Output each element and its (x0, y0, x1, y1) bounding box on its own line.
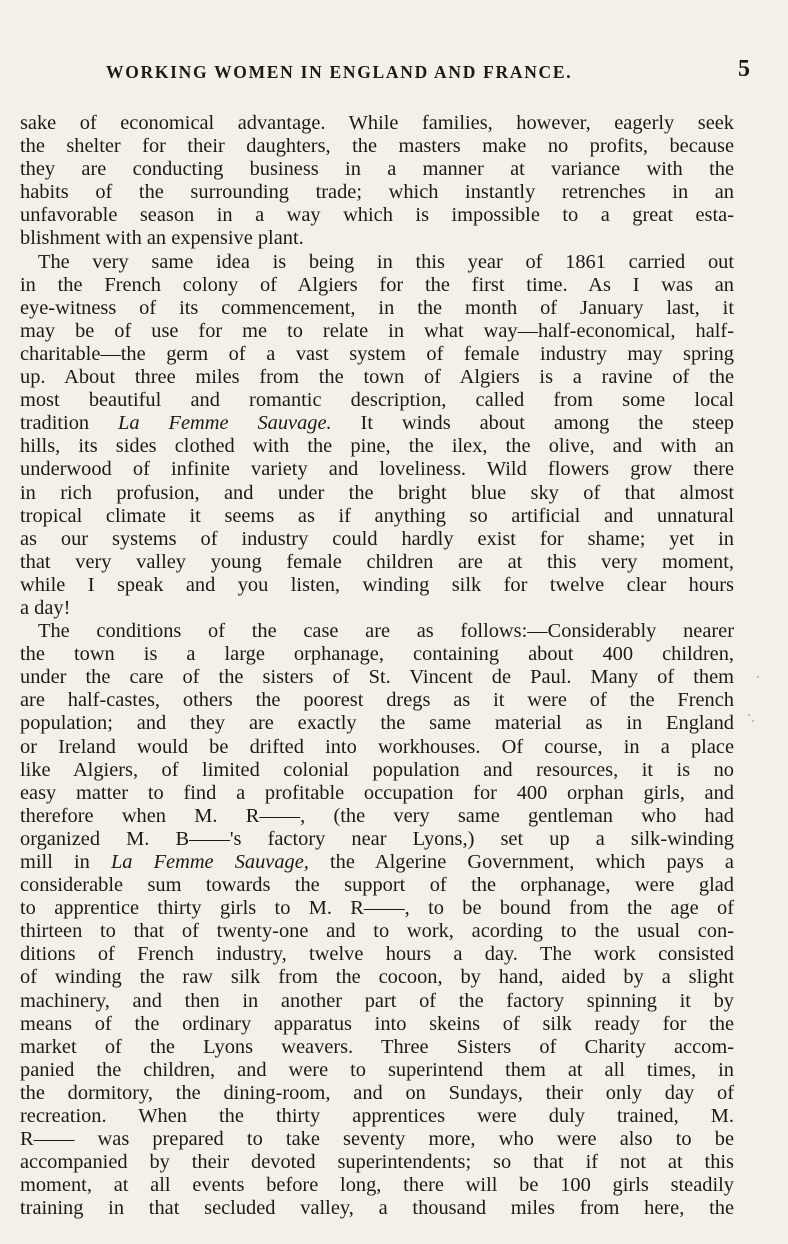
text-line: charitable—the germ of a vast system of female industry may spring (20, 342, 734, 365)
text-line: are half-castes, others the poorest dregs as it were of the French (20, 689, 734, 712)
paper-speck (752, 720, 754, 722)
text-line: the dormitory, the dining-room, and on Sundays, their only day of (20, 1081, 734, 1104)
italic-place-name: La Femme Sauvage. (118, 412, 332, 435)
text-line: in the French colony of Algiers for the first time. As I was an (20, 273, 734, 296)
text-line: like Algiers, of limited colonial population and resources, it is no (20, 758, 734, 781)
text-line: of winding the raw silk from the cocoon, by hand, aided by a slight (20, 966, 734, 989)
text-line: up. About three miles from the town of Algiers is a ravine of the (20, 366, 734, 389)
paper-speck (748, 714, 750, 716)
page-header (20, 56, 750, 92)
text-line: recreation. When the thirty apprentices were duly trained, M. (20, 1105, 734, 1128)
text-line: panied the children, and were to superintend them at all times, in (20, 1058, 734, 1081)
text-segment: mill in (20, 851, 111, 873)
paragraph-start-line: The conditions of the case are as follows:—Considerably nearer (38, 620, 734, 643)
text-line: hills, its sides clothed with the pine, the ilex, the olive, and with an (20, 435, 734, 458)
text-line: machinery, and then in another part of the factory spinning it by (20, 989, 734, 1012)
italic-place-name: La Femme Sauvage, (110, 851, 309, 873)
text-segment: the Algerine Government, which pays a (308, 851, 734, 873)
text-line: therefore when M. R——, (the very same gentleman who had (20, 804, 734, 827)
text-line: may be of use for me to relate in what way—half-economical, half- (20, 319, 734, 342)
text-line: or Ireland would be drifted into workhouses. Of course, in a place (20, 735, 734, 758)
text-line: sake of economical advantage. While families, however, eagerly seek (20, 112, 734, 134)
text-line: training in that secluded valley, a thousand miles from here, the (20, 1197, 734, 1220)
text-line: market of the Lyons weavers. Three Sisters of Charity accom- (20, 1035, 734, 1058)
paragraph-start-line: The very same idea is being in this year of 1861 carried out (38, 250, 734, 273)
text-line: easy matter to find a profitable occupation for 400 orphan girls, and (20, 781, 734, 804)
text-line: thirteen to that of twenty-one and to work, acording to the usual con- (20, 920, 734, 943)
text-line (20, 851, 734, 874)
text-line: underwood of infinite variety and loveliness. Wild flowers grow there (20, 458, 734, 481)
text-line: while I speak and you listen, winding silk for twelve clear hours (20, 573, 734, 596)
text-line: that very valley young female children are at this very moment, (20, 550, 734, 573)
text-line: moment, at all events before long, there will be 100 girls steadily (20, 1174, 734, 1197)
text-line: they are conducting business in a manner at variance with the (20, 158, 734, 181)
running-head: WORKING WOMEN IN ENGLAND AND FRANCE. (106, 62, 573, 82)
text-line: blishment with an expensive plant. (20, 227, 304, 250)
text-line (20, 412, 734, 435)
text-line: in rich profusion, and under the bright blue sky of that almost (20, 481, 734, 504)
text-line: eye-witness of its commencement, in the month of January last, it (20, 296, 734, 319)
body-text (20, 112, 734, 1221)
text-line: as our systems of industry could hardly exist for shame; yet in (20, 527, 734, 550)
text-line: population; and they are exactly the same material as in England (20, 712, 734, 735)
text-line: means of the ordinary apparatus into skeins of silk ready for the (20, 1012, 734, 1035)
paper-speck (757, 676, 759, 678)
text-line: R—— was prepared to take seventy more, who were also to be (20, 1128, 734, 1151)
text-line: the shelter for their daughters, the masters make no profits, because (20, 135, 734, 158)
text-line: a day! (20, 596, 71, 619)
text-line: accompanied by their devoted superintendents; so that if not at this (20, 1151, 734, 1174)
text-line: tropical climate it seems as if anything so artificial and unnatural (20, 504, 734, 527)
text-line: unfavorable season in a way which is impossible to a great esta- (20, 204, 734, 227)
text-line: habits of the surrounding trade; which instantly retrenches in an (20, 181, 734, 204)
text-line: considerable sum towards the support of the orphanage, were glad (20, 874, 734, 897)
text-segment: It winds about among the steep (331, 412, 734, 435)
text-line: the town is a large orphanage, containing about 400 children, (20, 643, 734, 666)
text-line: most beautiful and romantic description, called from some local (20, 389, 734, 412)
text-line: to apprentice thirty girls to M. R——, to be bound from the age of (20, 897, 734, 920)
text-segment: tradition (20, 412, 119, 435)
page-number: 5 (738, 56, 750, 82)
text-line: ditions of French industry, twelve hours a day. The work consisted (20, 943, 734, 966)
text-line: under the care of the sisters of St. Vincent de Paul. Many of them (20, 666, 734, 689)
text-line: organized M. B——'s factory near Lyons,) set up a silk-winding (20, 827, 734, 850)
